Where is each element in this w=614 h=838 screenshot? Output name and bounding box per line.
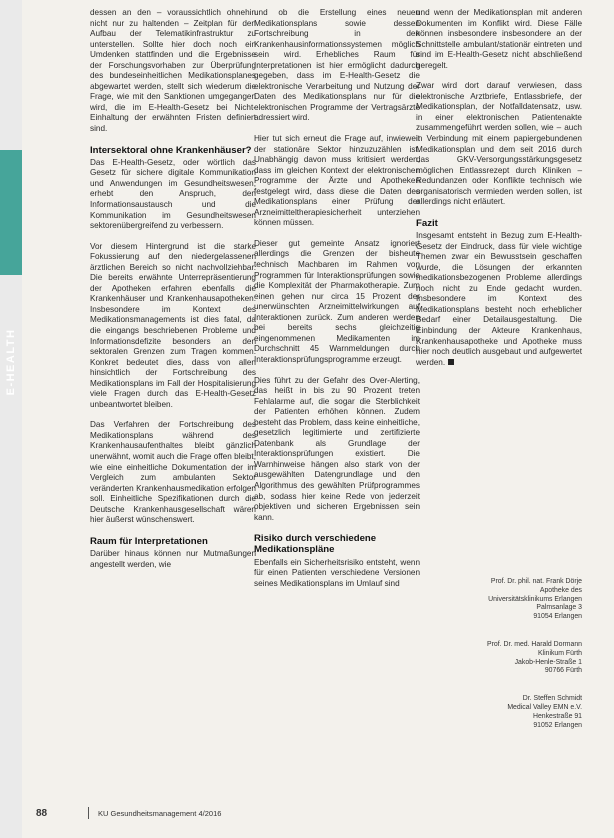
author-city: 91052 Erlangen — [533, 721, 582, 729]
section-heading: Risiko durch verschiedene Medikationspläne — [254, 533, 377, 556]
sidebar-strip — [0, 0, 22, 838]
author-city: 91054 Erlangen — [533, 613, 582, 621]
author-affiliation: Universitätsklinikums Erlangen — [488, 595, 582, 603]
paragraph: Ebenfalls ein Sicherheitsrisiko entsteht, wenn für einen Patienten verschiedene Versionen seines Medikationsplans im Umlauf sind — [254, 557, 420, 588]
author-affiliation: Apotheke des — [539, 586, 582, 594]
page-footer — [36, 808, 596, 822]
author-name: Prof. Dr. phil. nat. Frank Dörje — [490, 578, 582, 585]
paragraph: dessen an den – voraussichtlich ohnehin nicht nur zu haltenden – Zeitplan für den Aufbau der Telematikinfrastruktur zu unterstellen. Sollte hier doch noch ein Umdenken stattfinden und die Ergebnisse der Forschungsvorhaben zur Überprüfung des bundeseinheitlichen Medikationsplanes abgewartet werden, stellt sich wiederum die Frage, wie mit den Sanktionen umgegangen wird, die im E-Health-Gesetz bei Nicht-Einhaltung der erwähnten Fristen definiert sind. — [90, 8, 256, 134]
author-street: Jakob-Henle-Straße 1 — [514, 658, 582, 666]
author-name: Dr. Steffen Schmidt — [522, 695, 582, 703]
author-entry — [440, 695, 582, 730]
author-affiliation: Medical Valley EMN e.V. — [507, 703, 582, 711]
paragraph: Das Verfahren der Fortschreibung des Medikationsplans während des Krankenhausaufenthaltes bleibt gänzlich unerwähnt, womit auch die Frage offen bleibt, wie eine einheitliche Dokumentation der im Vergleich zum ambulanten Sektor veränderten Krankenhausmedikation erfolgen soll. Einheitliche Spezifikationen durch die Deutsche Krankenhausgesellschaft wären hier äußerst wünschenswert. — [90, 420, 256, 525]
paragraph-text: Insgesamt entsteht in Bezug zum E-Health-Gesetz der Eindruck, dass für viele wichtige Themen zwar ein Bewusstsein geschaffen wurde, die Lösungen der erkannten medikationsbezogenen Probleme allerdings noch nicht zu Ende gedacht wurden. Insbesondere im Kontext des Medikationsplans besteht noch erheblicher Bedarf einer Detailausgestaltung. Die Einbindung der Akteure Krankenhaus, Krankenhausapotheke und Apotheke muss hier noch deutlich ausgebaut und aufgewertet werden. — [416, 231, 582, 367]
paragraph: Hier tut sich erneut die Frage auf, inwieweit der stationäre Sektor hinzuzuzählen ist. Unabhängig davon muss kritisiert werden, dass im gleichen Kontext der elektronischen Programme der Ärzte und Apotheken festgelegt wird, dass diese die Daten des Medikationsplans einer Prüfung der Arzneimitteltherapiesicherheit unterziehen können müssen. — [254, 134, 420, 228]
paragraph: Darüber hinaus können nur Mutmaßungen angestellt werden, wie — [90, 549, 256, 569]
author-street: Henkestraße 91 — [532, 712, 582, 720]
paragraph: Vor diesem Hintergrund ist die starke Fokussierung auf den niedergelassenen ärztlichen Bereich so nicht nachvollziehbar. Die bereits erwähnte Unterrepräsentierung der Apotheken erfahren ebenfalls die Krankenhäuser und Krankenhausapotheken. Insbesondere im Kontext des Medikationsmanagements ist dies fatal, da die eingangs beschriebenen Probleme und Informationsdefizite besonders an den sektoralen Grenzen zum Tragen kommen. Konkret bedeutet dies, dass von allen hinsichtlich der Fortschreibung des Medikationsplans im Fall der Hospitalisierung viele Fragen durch das E-Health-Gesetz unbeantwortet bleiben. — [90, 241, 256, 409]
text-column-3 — [416, 8, 582, 378]
author-entry — [440, 578, 582, 622]
section-tab-label: E-HEALTH — [5, 328, 17, 396]
paragraph: und wenn der Medikationsplan mit anderen Dokumenten im Konflikt wird. Diese Fälle können insbesondere insbesondere an der Schnittstelle ambulant/stationär eintreten und sind im E-Health-Gesetz nicht abschließend geregelt. — [416, 8, 582, 70]
author-entry — [440, 641, 582, 676]
paragraph: Das E-Health-Gesetz, oder wörtlich das Gesetz für sichere digitale Kommunikation und Anwendungen im Gesundheitswesen, erhebt den Anspruch, den Informationsaustausch und die Kommunikation im Gesundheitswesen sektorenübergreifend zu verbessern. — [90, 157, 256, 231]
end-mark-icon — [448, 359, 454, 365]
text-column-1 — [90, 8, 256, 580]
journal-title: KU Gesundheitsmanagement 4/2016 — [98, 809, 222, 818]
author-affiliation: Klinikum Fürth — [537, 649, 582, 657]
author-city: 90766 Fürth — [544, 667, 582, 675]
paragraph: Dieser gut gemeinte Ansatz ignoriert allerdings die Grenzen der bisheute technisch Machbaren im Rahmen von Programmen für Interaktionsprüfungen sowie die Komplexität der Pharmakotherapie. Zum einen gehen nur circa 15 Prozent der unerwünschten Arzneimittelwirkungen auf Interaktionen zurück. Zum anderen werden bei bereits sechs gleichzeitig eingenommenen Medikamenten im Durchschnitt 45 Warnmeldungen durch Interaktionsprüfungsprogramme erzeugt. — [254, 238, 420, 364]
section-heading: Intersektoral ohne Krankenhäuser? — [90, 144, 252, 156]
author-street: Palmsanlage 3 — [536, 604, 582, 612]
section-tab — [0, 150, 22, 396]
author-name: Prof. Dr. med. Harald Dormann — [487, 640, 582, 648]
paragraph: Dies führt zu der Gefahr des Over-Alerting, das heißt in bis zu 90 Prozent treten Fehlalarme auf, die sogar die Sterblichkeit der Patienten erhöhen können. Zudem besteht das Problem, dass keine einheitliche, gesetzlich legitimierte und zertifizierte Datenbank als Grundlage der Interaktionsprüfungen existiert. Die Warnhinweise hängen also stark von der ausgewählten Datengrundlage und den Algorithmus des gewählten Prüfprogrammes ab, sodass hier keine Rede von jederzeit objektiven und sicheren Ergebnissen sein kann. — [254, 375, 420, 522]
paragraph — [416, 231, 582, 368]
section-heading: Fazit — [416, 217, 438, 229]
text-column-2 — [254, 8, 420, 599]
section-heading: Raum für Interpretationen — [90, 535, 208, 547]
footer-divider — [88, 807, 89, 819]
paragraph: Zwar wird dort darauf verwiesen, dass elektronische Arztbriefe, Entlassbriefe, der Medikationsplan, der Notfalldatensatz, usw. in einer elektronischen Patientenakte zusammengeführt werden sollen, wie – auch in Verbindung mit einem papiergebundenen Medikationsplan und dem seit 2016 durch das GKV-Versorgungsstärkungsgesetz möglichen Entlassrezept durch Kliniken – Redundanzen oder Konflikte technisch wie organisatorisch vermieden werden sollen, ist allerdings nicht erläutert. — [416, 81, 582, 207]
page-number: 88 — [36, 808, 48, 819]
paragraph: und ob die Erstellung eines neuen Medikationsplans sowie dessen Fortschreibung in den Krankenhausinformationssystemen möglich sein wird. Erhebliches Raum für Interpretationen ist hier ermöglicht dadurch gegeben, dass im E-Health-Gesetz die elektronische Verarbeitung und Nutzung der Daten des Medikationsplans nur für die elektronischen Programme der Vertragsärzte adressiert wird. — [254, 8, 420, 123]
author-block — [440, 578, 582, 749]
